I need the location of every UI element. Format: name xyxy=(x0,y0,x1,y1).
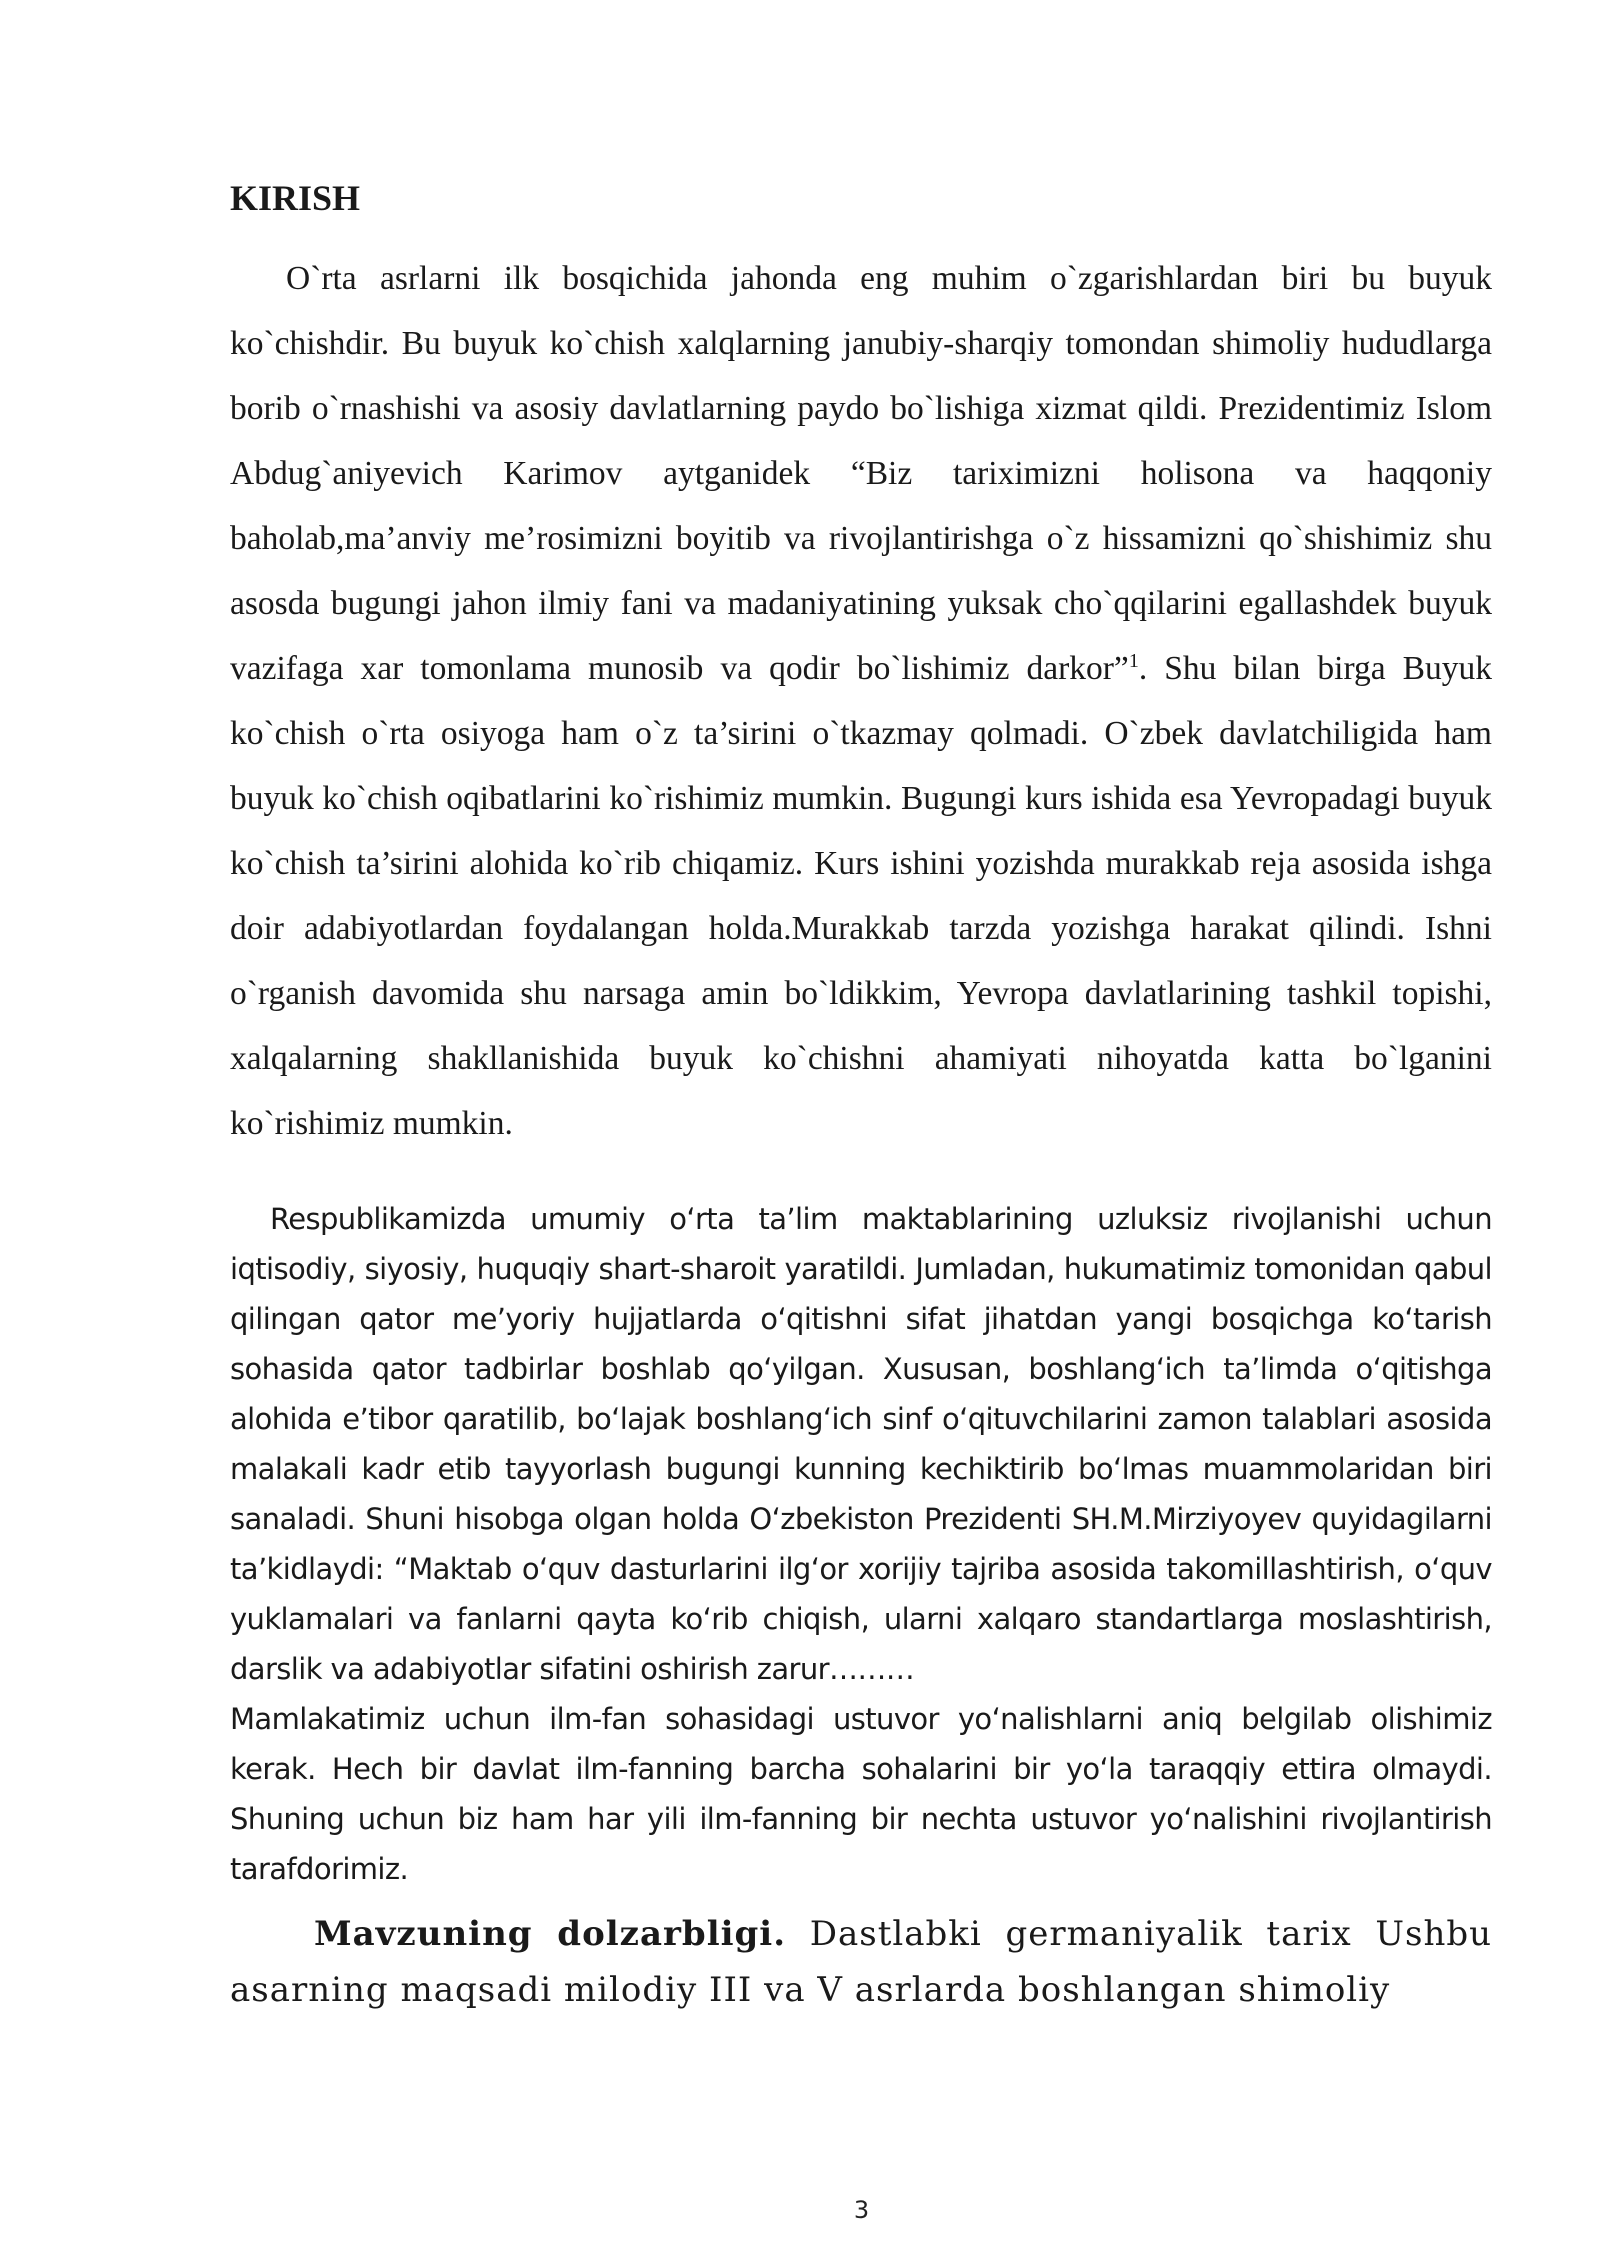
intro-paragraph xyxy=(230,246,1492,1156)
intro-text-before-footnote: O`rta asrlarni ilk bosqichida jahonda eng muhim o`zgarishlardan biri bu buyuk ko`chishdir. Bu buyuk ko`chish xalqlarning janubiy-sharqiy tomondan shimoliy hududlarga borib o`rnashishi va asosiy davlatlarning paydo bo`lishiga xizmat qildi. Prezidentimiz Islom Abdug`aniyevich Karimov aytganidek “Biz tariximizni holisona va haqqoniy baholab,ma’anviy me’rosimizni boyitib va rivojlantirishga o`z hissamizni qo`shishimiz shu asosda bugungi jahon ilmiy fani va madaniyatining yuksak cho`qqilarini egallashdek buyuk vazifaga xar tomonlama munosib va qodir bo`lishimiz darkor” xyxy=(230,260,1492,687)
education-paragraph: Respublikamizda umumiy oʻrta taʼlim maktablarining uzluksiz rivojlanishi uchun iqtisodiy, siyosiy, huquqiy shart-sharoit yaratildi. Jumladan, hukumatimiz tomonidan qabul qilingan qator meʼyoriy hujjatlarda oʻqitishni sifat jihatdan yangi bosqichga koʻtarish sohasida qator tadbirlar boshlab qoʻyilgan. Xususan, boshlangʻich taʼlimda oʻqitishga alohida eʼtibor qaratilib, boʻlajak boshlangʻich sinf oʻqituvchilarini zamon talablari asosida malakali kadr etib tayyorlash bugungi kunning kechiktirib boʻlmas muammolaridan biri sanaladi. Shuni hisobga olgan holda Oʻzbekiston Prezidenti SH.M.Mirziyoyev quyidagilarni taʼkidlaydi: “Maktab oʻquv dasturlarini ilgʻor xorijiy tajriba asosida takomillashtirish, oʻquv yuklamalari va fanlarni qayta koʻrib chiqish, ularni xalqaro standartlarga moslashtirish, darslik va adabiyotlar sifatini oshirish zarur……… xyxy=(230,1202,1492,1686)
education-section xyxy=(230,1194,1492,1894)
intro-text-after-footnote: . Shu bilan birga Buyuk ko`chish o`rta osiyoga ham o`z ta’sirini o`tkazmay qolmadi. O`zbek davlatchiligida ham buyuk ko`chish oqibatlarini ko`rishimiz mumkin. Bugungi kurs ishida esa Yevropadagi buyuk ko`chish ta’sirini alohida ko`rib chiqamiz. Kurs ishini yozishda murakkab reja asosida ishga doir adabiyotlardan foydalangan holda.Murakkab tarzda yozishga harakat qilindi. Ishni o`rganish davomida shu narsaga amin bo`ldikkim, Yevropa davlatlarining tashkil topishi, xalqalarning shakllanishida buyuk ko`chishni ahamiyati nihoyatda katta bo`lganini ko`rishimiz mumkin. xyxy=(230,650,1493,1142)
relevance-paragraph xyxy=(230,1906,1492,2018)
relevance-text: Dastlabki germaniyalik tarix Ushbu asarning maqsadi milodiy III va V asrlarda boshlangan shimoliy xyxy=(230,1914,1493,2010)
page-content xyxy=(230,170,1492,2052)
footnote-reference[interactable]: 1 xyxy=(1128,649,1139,672)
page-number: 3 xyxy=(853,2196,870,2224)
section-heading: KIRISH xyxy=(230,178,361,218)
relevance-label: Mavzuning dolzarbligi. xyxy=(314,1914,787,1954)
science-paragraph: Mamlakatimiz uchun ilm-fan sohasidagi ustuvor yoʻnalishlarni aniq belgilab olishimiz kerak. Hech bir davlat ilm-fanning barcha sohalarini bir yoʻla taraqqiy ettira olmaydi. Shuning uchun biz ham har yili ilm-fanning bir nechta ustuvor yoʻnalishini rivojlantirish tarafdorimiz. xyxy=(230,1702,1492,1886)
